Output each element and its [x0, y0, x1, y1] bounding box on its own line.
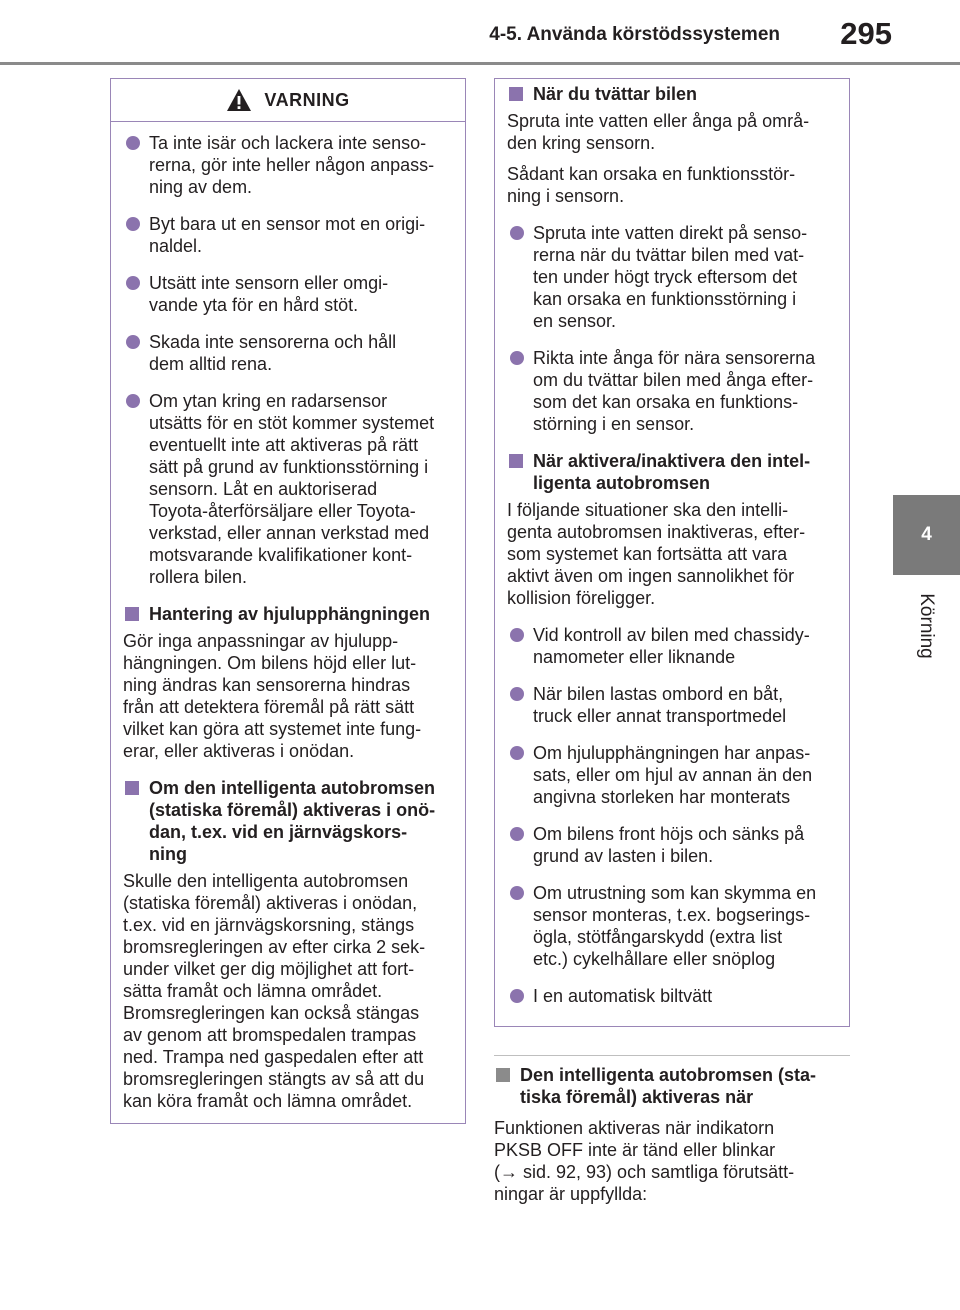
bullet-text: Om ytan kring en radarsensor utsätts för en stöt kommer systemet eventuellt inte att aktiveras på rätt sätt på grund av funktionsstörning i sensorn. Låt en auktoriserad Toyota-återförsäljare eller Toyota- verkstad, eller annan verkstad med motsvarande kvalifikationer kont- rollera bilen. [149, 391, 435, 587]
arrow-right-icon: → [500, 1162, 518, 1182]
bullet-text: Byt bara ut en sensor mot en origi- naldel. [149, 214, 426, 256]
bullet-icon [510, 226, 524, 240]
section-text: Skulle den intelligenta autobromsen (statiska föremål) aktiveras i onödan, t.ex. vid en järnvägskorsning, stängs bromsregleringen av efter cirka 2 sek- under vilket ger dig möjlighet att fort- sätta framåt och lämna området. Bromsregleringen kan också stängas av genom att bromspedalen trampas ned. Trampa ned gaspedalen efter att bromsregleringen stängts av så att du kan köra framåt och lämna området. [123, 871, 426, 1111]
warning-triangle-icon [226, 88, 252, 112]
section-heading [123, 603, 455, 625]
list-item [507, 222, 839, 332]
bullet-text: Om hjulupphängningen har anpas- sats, eller om hjul av annan än den angivna storleken har monterats [533, 743, 813, 807]
section-heading-text: Den intelligenta autobromsen (sta- tiska föremål) aktiveras när [520, 1065, 817, 1107]
page-reference-text: sid. 92, 93) och samtliga förutsätt- [518, 1162, 795, 1182]
info-box [494, 78, 850, 1027]
list-item [123, 272, 455, 316]
bullet-text: Skada inte sensorerna och håll dem alltid rena. [149, 332, 397, 374]
bottom-section [494, 1064, 850, 1205]
section-divider [494, 1055, 850, 1056]
bullet-text: Rikta inte ånga för nära sensorerna om du tvättar bilen med ånga efter- som det kan orsaka en funktions- störning i en sensor. [533, 348, 816, 434]
bullet-text: Spruta inte vatten direkt på senso- rerna när du tvättar bilen med vat- ten under högt tryck eftersom det kan orsaka en funktionsstörning i en sensor. [533, 223, 808, 331]
section-text-line: ningar är uppfyllda: [494, 1184, 648, 1204]
list-item [123, 331, 455, 375]
list-item [123, 213, 455, 257]
bullet-text: Utsätt inte sensorn eller omgi- vande yta för en hård stöt. [149, 273, 389, 315]
list-item [507, 347, 839, 435]
bullet-icon [510, 351, 524, 365]
section-heading-text: Hantering av hjulupphängningen [149, 604, 430, 624]
paren-open: ( [494, 1162, 500, 1182]
section-heading [123, 777, 455, 865]
square-bullet-icon [125, 607, 139, 621]
bullet-text: När bilen lastas ombord en båt, truck eller annat transportmedel [533, 684, 787, 726]
bullet-icon [510, 886, 524, 900]
bullet-icon [510, 827, 524, 841]
list-item [507, 985, 839, 1007]
bullet-icon [510, 687, 524, 701]
square-bullet-icon [496, 1068, 510, 1082]
section-heading-text: När du tvättar bilen [533, 84, 698, 104]
list-item [123, 390, 455, 588]
warning-label: VARNING [264, 89, 350, 110]
bullet-icon [126, 394, 140, 408]
section-text-line: PKSB OFF inte är tänd eller blinkar [494, 1140, 776, 1160]
warning-box [110, 78, 466, 1124]
warning-header [111, 79, 465, 122]
square-bullet-icon [125, 781, 139, 795]
section-heading [507, 450, 839, 494]
bullet-text: Om utrustning som kan skymma en sensor monteras, t.ex. bogserings- ögla, stötfångarskydd (extra list etc.) cykelhållare eller snöplog [533, 883, 817, 969]
list-item [507, 624, 839, 668]
running-header-title: 4-5. Använda körstödssystemen [489, 24, 780, 45]
section-text: Spruta inte vatten eller ånga på områ- den kring sensorn. [507, 111, 810, 153]
bullet-icon [126, 335, 140, 349]
bullet-icon [126, 136, 140, 150]
section-text: I följande situationer ska den intelli- genta autobromsen inaktiveras, efter- som systemet kan fortsätta att vara aktivt även om ingen sannolikhet för kollision föreligger. [507, 500, 806, 608]
list-item [123, 132, 455, 198]
section-text: Sådant kan orsaka en funktionsstör- ning i sensorn. [507, 164, 796, 206]
bullet-text: Ta inte isär och lackera inte senso- rerna, gör inte heller någon anpass- ning av dem. [149, 133, 435, 197]
square-bullet-icon [509, 87, 523, 101]
bullet-text: I en automatisk biltvätt [533, 986, 713, 1006]
bullet-icon [126, 276, 140, 290]
square-bullet-icon [509, 454, 523, 468]
info-body [495, 79, 849, 1007]
chapter-label: Körning [916, 593, 937, 659]
list-item [507, 823, 839, 867]
chapter-tab: 4 [893, 495, 960, 575]
warning-body [111, 122, 465, 1112]
bullet-text: Om bilens front höjs och sänks på grund av lasten i bilen. [533, 824, 805, 866]
bullet-icon [126, 217, 140, 231]
section-heading-text: När aktivera/inaktivera den intel- ligenta autobromsen [533, 451, 811, 493]
section-heading [494, 1064, 850, 1108]
list-item [507, 683, 839, 727]
bullet-icon [510, 989, 524, 1003]
section-heading [507, 83, 839, 105]
bullet-text: Vid kontroll av bilen med chassidy- namometer eller liknande [533, 625, 810, 667]
section-heading-text: Om den intelligenta autobromsen (statiska föremål) aktiveras i onö- dan, t.ex. vid en järnvägskors- ning [149, 778, 436, 864]
section-text-line: Funktionen aktiveras när indikatorn [494, 1118, 775, 1138]
bullet-icon [510, 746, 524, 760]
header-rule [0, 62, 960, 65]
section-text-line [494, 1161, 850, 1183]
list-item [507, 742, 839, 808]
bullet-icon [510, 628, 524, 642]
list-item [507, 882, 839, 970]
page-number: 295 [840, 16, 892, 51]
section-text: Gör inga anpassningar av hjulupp- hängningen. Om bilens höjd eller lut- ning ändras kan sensorerna hindras från att detektera föremål på rätt sätt vilket kan göra att systemet inte fung- erar, eller aktiveras i onödan. [123, 631, 422, 761]
